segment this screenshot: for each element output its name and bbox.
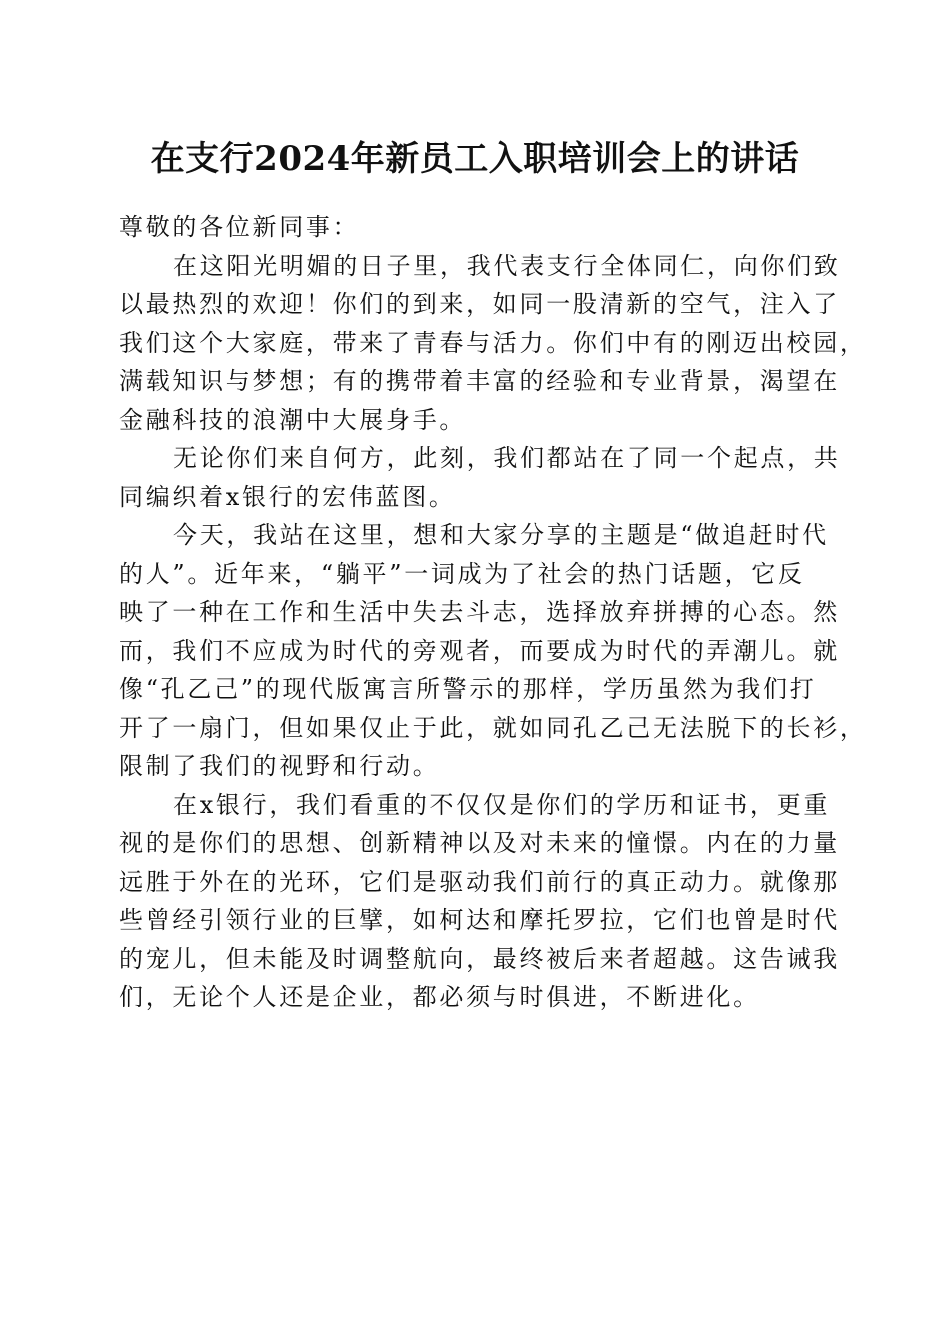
paragraph-line: 开了一扇门，但如果仅止于此，就如同孔乙己无法脱下的长衫， [119, 713, 867, 742]
paragraph-line: 满载知识与梦想；有的携带着丰富的经验和专业背景，渴望在 [119, 367, 840, 395]
salutation: 尊敬的各位新同事： [119, 213, 360, 241]
document-body [119, 208, 867, 1017]
paragraph-line: 金融科技的浪潮中大展身手。 [119, 405, 467, 434]
paragraph-line: 限制了我们的视野和行动。 [119, 752, 440, 780]
paragraph-line: 在x银行，我们看重的不仅仅是你们的学历和证书，更重 [173, 790, 831, 819]
paragraph-starting-point [119, 439, 841, 516]
paragraph-line: 的人”。近年来，“躺平”一词成为了社会的热门话题，它反 [119, 559, 805, 588]
paragraph-welcome [119, 247, 867, 440]
paragraph-theme [119, 516, 867, 786]
paragraph-line: 无论你们来自何方，此刻，我们都站在了同一个起点，共 [173, 444, 841, 472]
paragraph-line: 而，我们不应成为时代的旁观者，而要成为时代的弄潮儿。就 [119, 636, 840, 665]
paragraph-line: 远胜于外在的光环，它们是驱动我们前行的真正动力。就像那 [119, 867, 840, 896]
paragraph-line: 以最热烈的欢迎！你们的到来，如同一股清新的空气，注入了 [119, 290, 840, 318]
paragraph-line: 像“孔乙己”的现代版寓言所警示的那样，学历虽然为我们打 [119, 675, 817, 703]
paragraph-line: 视的是你们的思想、创新精神以及对未来的憧憬。内在的力量 [119, 829, 840, 857]
paragraph-line: 同编织着x银行的宏伟蓝图。 [119, 482, 456, 511]
paragraph-line: 些曾经引领行业的巨擘，如柯达和摩托罗拉，它们也曾是时代 [119, 906, 840, 934]
paragraph-line: 们，无论个人还是企业，都必须与时俱进，不断进化。 [119, 983, 760, 1011]
paragraph-line: 的宠儿，但未能及时调整航向，最终被后来者超越。这告诫我 [119, 944, 840, 973]
paragraph-line: 今天，我站在这里，想和大家分享的主题是“做追赶时代 [173, 521, 829, 549]
paragraph-line: 映了一种在工作和生活中失去斗志，选择放弃拼搏的心态。然 [119, 598, 840, 626]
paragraph-line: 我们这个大家庭，带来了青春与活力。你们中有的刚迈出校园， [119, 328, 867, 357]
paragraph-line: 在这阳光明媚的日子里，我代表支行全体同仁，向你们致 [173, 251, 841, 280]
paragraph-values [119, 786, 840, 1017]
document-title: 在支行2024年新员工入职培训会上的讲话 [150, 139, 800, 179]
